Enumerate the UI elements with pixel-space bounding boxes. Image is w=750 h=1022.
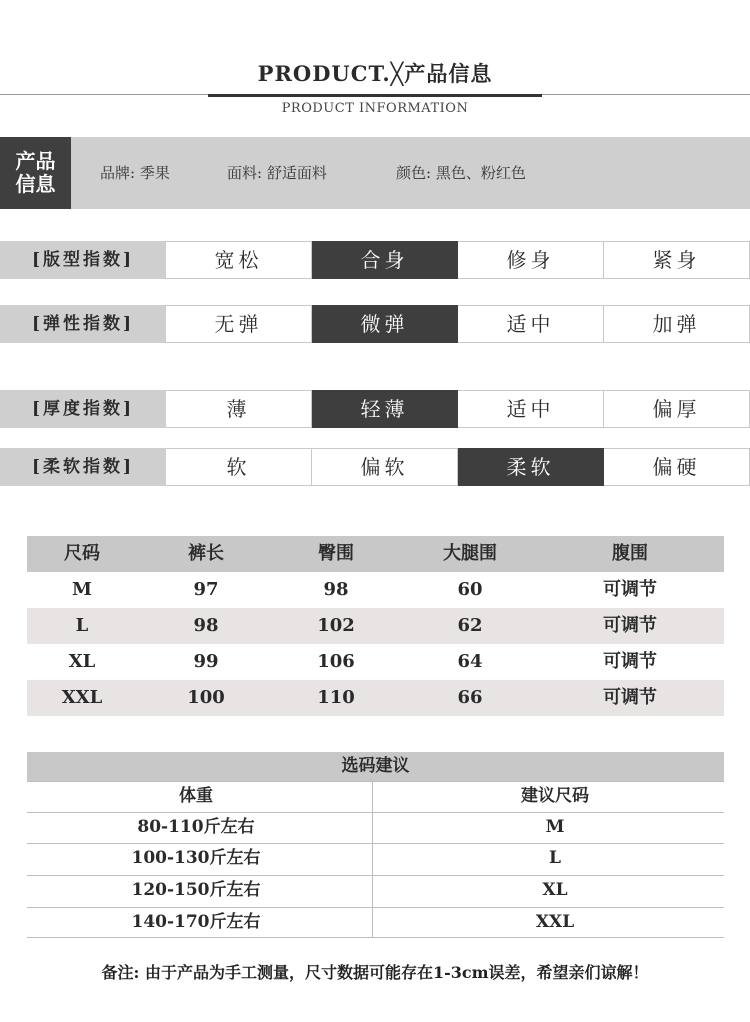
brand-text: 品牌: 季果 [100, 164, 170, 182]
size-table-cell: M [72, 579, 92, 600]
recommend-header: 体重 [179, 786, 213, 806]
recommend-cell: 100-130斤左右 [131, 848, 261, 868]
fabric-text: 面料: 舒适面料 [227, 164, 327, 182]
index-option: 修身 [458, 241, 604, 279]
page-title: PRODUCT.╳产品信息 [257, 61, 493, 86]
index-option-selected: 轻薄 [312, 390, 458, 428]
index-option: 适中 [458, 390, 604, 428]
index-option: 薄 [166, 390, 312, 428]
size-table-cell: 99 [193, 651, 219, 672]
page-subtitle: PRODUCT INFORMATION [281, 101, 469, 116]
index-option: 软 [166, 448, 312, 486]
product-info-tag [0, 137, 71, 209]
product-info-tag-text: 产品 信息 [15, 149, 56, 196]
size-table-cell: 98 [323, 579, 349, 600]
size-table-cell: 106 [317, 651, 355, 672]
header-divider-accent [208, 94, 542, 97]
recommend-divider [372, 781, 373, 937]
index-option: 宽松 [166, 241, 312, 279]
index-label: [版型指数] [0, 241, 166, 279]
size-table-cell: 102 [317, 615, 355, 636]
size-table-header: 臀围 [318, 543, 354, 564]
index-option-selected: 微弹 [312, 305, 458, 343]
size-table-cell: 62 [457, 615, 483, 636]
size-table-cell: 64 [457, 651, 483, 672]
recommend-cell: XXL [535, 912, 575, 932]
index-label: [弹性指数] [0, 305, 166, 343]
size-table-header: 腹围 [612, 543, 648, 564]
size-table-cell: L [75, 615, 89, 636]
size-table-cell: 可调节 [603, 687, 657, 708]
size-table-header: 大腿围 [443, 543, 497, 564]
index-option: 紧身 [604, 241, 750, 279]
index-option: 无弹 [166, 305, 312, 343]
recommend-cell: M [545, 817, 565, 837]
size-table-cell: 可调节 [603, 615, 657, 636]
size-table-cell: XL [68, 651, 96, 672]
note-text: 备注: 由于产品为手工测量，尺寸数据可能存在1-3cm误差，希望亲们谅解！ [101, 963, 649, 982]
recommend-cell: 120-150斤左右 [131, 880, 261, 900]
size-table-cell: 60 [457, 579, 483, 600]
size-table-header: 裤长 [188, 543, 224, 564]
recommend-cell: L [549, 848, 561, 868]
index-option-selected: 合身 [312, 241, 458, 279]
recommend-cell: 80-110斤左右 [137, 817, 255, 837]
color-text: 颜色: 黑色、粉红色 [396, 164, 526, 182]
index-option: 偏厚 [604, 390, 750, 428]
index-option-selected: 柔软 [458, 448, 604, 486]
recommend-header: 建议尺码 [521, 786, 589, 806]
recommend-title: 选码建议 [27, 752, 724, 781]
index-label: [厚度指数] [0, 390, 166, 428]
index-option: 偏硬 [604, 448, 750, 486]
recommend-cell: 140-170斤左右 [131, 912, 261, 932]
size-table-cell: 100 [187, 687, 225, 708]
size-table-cell: 97 [193, 579, 219, 600]
size-table-cell: 98 [193, 615, 219, 636]
size-table-cell: 110 [317, 687, 355, 708]
index-label: [柔软指数] [0, 448, 166, 486]
recommend-cell: XL [542, 880, 568, 900]
size-table-header: 尺码 [64, 543, 100, 564]
index-option: 适中 [458, 305, 604, 343]
size-table-cell: XXL [61, 687, 103, 708]
size-table-cell: 可调节 [603, 651, 657, 672]
size-table-cell: 66 [457, 687, 483, 708]
index-option: 偏软 [312, 448, 458, 486]
size-table-cell: 可调节 [603, 579, 657, 600]
index-option: 加弹 [604, 305, 750, 343]
